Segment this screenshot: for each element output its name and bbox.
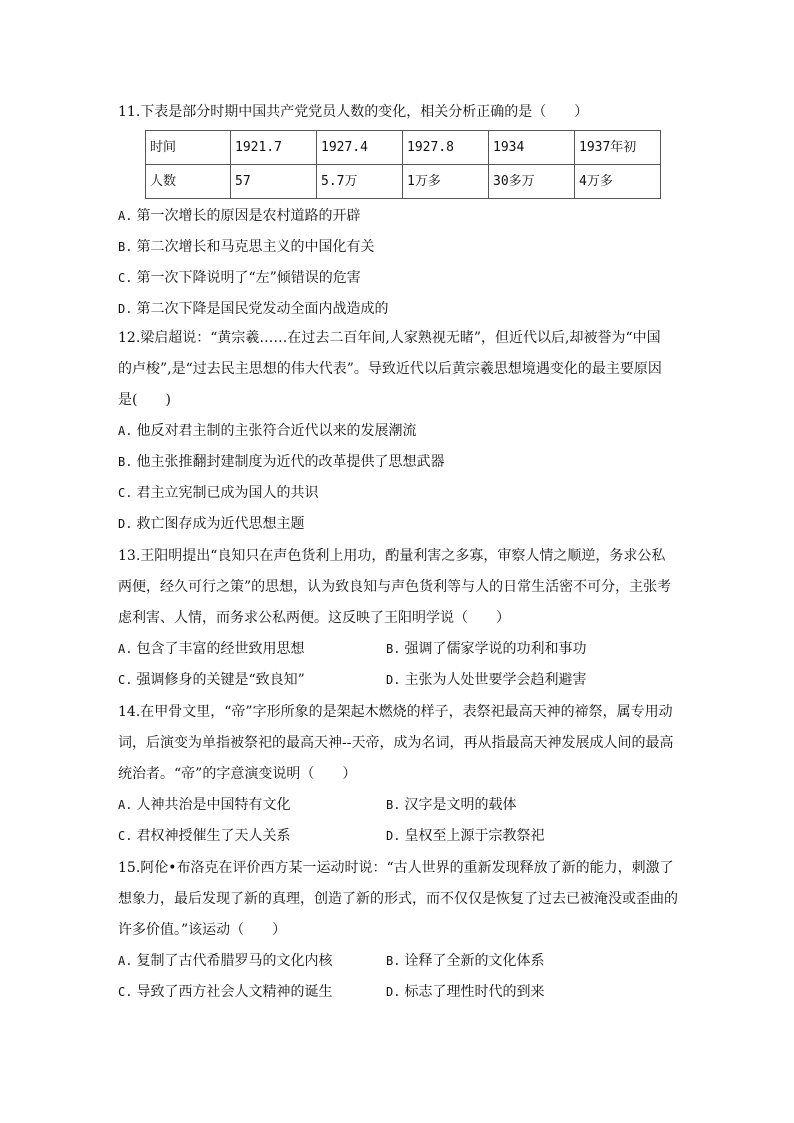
option-letter: D. <box>386 829 401 843</box>
option-letter: D. <box>386 673 401 687</box>
question-14-stem-line: 统治者。“帝”的字意演变说明（ ） <box>118 766 357 782</box>
option-text: 第一次下降说明了“左”倾错误的危害 <box>136 270 361 286</box>
option-text: 导致了西方社会人文精神的诞生 <box>136 984 333 1000</box>
question-15-stem-line: 15.阿伦•布洛克在评价西方某一运动时说：“古人世界的重新发现释放了新的能力，刺激了 <box>118 860 674 876</box>
option-letter: A. <box>118 798 133 812</box>
table-cell: 人数 <box>146 165 231 199</box>
table-cell: 5.7万 <box>317 165 403 199</box>
option-row <box>118 821 678 852</box>
option-text: 强调修身的关键是“致良知” <box>136 672 305 688</box>
question-11 <box>118 97 678 325</box>
option-b[interactable] <box>118 232 678 263</box>
option-c[interactable] <box>118 478 678 509</box>
option-text: 他反对君主制的主张符合近代以来的发展潮流 <box>136 423 417 439</box>
option-c[interactable] <box>118 821 386 852</box>
question-12-stem-line: 是( ) <box>118 392 171 408</box>
question-13 <box>118 541 678 696</box>
option-letter: B. <box>386 798 401 812</box>
option-c[interactable] <box>118 665 386 696</box>
option-a[interactable] <box>118 634 386 665</box>
option-text: 第二次下降是国民党发动全面内战造成的 <box>136 301 389 317</box>
option-b[interactable] <box>118 447 678 478</box>
question-15 <box>118 853 678 1008</box>
question-13-stem-line: 13.王阳明提出“良知只在声色货利上用功，酌量利害之多寡，审察人情之顺逆，务求公私 <box>118 548 666 564</box>
question-14 <box>118 697 678 852</box>
option-letter: B. <box>386 642 401 656</box>
option-a[interactable] <box>118 201 678 232</box>
option-letter: A. <box>118 424 133 438</box>
question-13-stem-line: 虑利害、人情，而务求公私两便。这反映了王阳明学说（ ） <box>118 610 510 626</box>
option-letter: D. <box>386 985 401 999</box>
question-14-stem-line: 14.在甲骨文里，“帝”字形所象的是架起木燃烧的样子，表祭祀最高天神的禘祭，属专用动 <box>118 704 673 720</box>
question-11-stem: 11.下表是部分时期中国共产党党员人数的变化，相关分析正确的是（ ） <box>118 104 589 120</box>
table-header-cell: 时间 <box>146 131 231 165</box>
option-b[interactable] <box>386 634 654 665</box>
option-letter: B. <box>386 954 401 968</box>
option-row <box>118 665 678 696</box>
option-c[interactable] <box>118 977 386 1008</box>
option-a[interactable] <box>118 416 678 447</box>
table-cell: 57 <box>231 165 317 199</box>
question-12-stem-line: 的卢梭”,是“过去民主思想的伟大代表”。导致近代以后黄宗羲思想境遇变化的最主要原因 <box>118 361 662 377</box>
option-text: 第二次增长和马克思主义的中国化有关 <box>136 239 375 255</box>
option-text: 救亡图存成为近代思想主题 <box>136 516 305 532</box>
option-a[interactable] <box>118 790 386 821</box>
option-text: 主张为人处世要学会趋利避害 <box>404 672 587 688</box>
question-15-stem-line: 许多价值。”该运动（ ） <box>118 922 287 938</box>
option-text: 他主张推翻封建制度为近代的改革提供了思想武器 <box>136 454 445 470</box>
option-b[interactable] <box>386 790 654 821</box>
option-letter: B. <box>118 455 133 469</box>
option-letter: C. <box>118 985 133 999</box>
question-13-stem-line: 两便，经久可行之策”的思想，认为致良知与声色货利等与人的日常生活密不可分，主张考 <box>118 579 672 595</box>
option-text: 包含了丰富的经世致用思想 <box>136 641 305 657</box>
option-text: 君主立宪制已成为国人的共识 <box>136 485 319 501</box>
option-letter: A. <box>118 209 133 223</box>
option-c[interactable] <box>118 263 678 294</box>
option-letter: C. <box>118 486 133 500</box>
option-letter: A. <box>118 954 133 968</box>
option-text: 强调了儒家学说的功利和事功 <box>404 641 587 657</box>
option-b[interactable] <box>386 946 654 977</box>
table-row <box>146 165 661 199</box>
option-row <box>118 634 678 665</box>
option-text: 皇权至上源于宗教祭祀 <box>404 828 545 844</box>
option-d[interactable] <box>118 294 678 325</box>
option-row <box>118 977 678 1008</box>
option-text: 第一次增长的原因是农村道路的开辟 <box>136 208 361 224</box>
option-d[interactable] <box>386 977 654 1008</box>
option-row <box>118 790 678 821</box>
table-header-cell: 1921.7 <box>231 131 317 165</box>
option-row <box>118 946 678 977</box>
option-text: 君权神授催生了天人关系 <box>136 828 291 844</box>
option-d[interactable] <box>386 821 654 852</box>
question-14-stem-line: 词，后演变为单指被祭祀的最高天神--天帝，成为名词，再从指最高天神发展成人间的最高 <box>118 735 674 751</box>
table-header-cell: 1934 <box>489 131 575 165</box>
question-12-stem-line: 12.梁启超说：“黄宗羲……在过去二百年间,人家熟视无睹”，但近代以后,却被誉为“中国 <box>118 330 661 346</box>
table-header-cell: 1927.4 <box>317 131 403 165</box>
option-text: 复制了古代希腊罗马的文化内核 <box>136 953 333 969</box>
option-a[interactable] <box>118 946 386 977</box>
party-membership-table <box>145 130 661 199</box>
option-letter: A. <box>118 642 133 656</box>
option-letter: C. <box>118 829 133 843</box>
option-letter: D. <box>118 302 133 316</box>
option-letter: C. <box>118 673 133 687</box>
option-text: 汉字是文明的载体 <box>404 797 517 813</box>
option-text: 标志了理性时代的到来 <box>404 984 545 1000</box>
option-letter: D. <box>118 517 133 531</box>
question-12 <box>118 323 678 540</box>
option-letter: C. <box>118 271 133 285</box>
option-text: 诠释了全新的文化体系 <box>404 953 545 969</box>
option-text: 人神共治是中国特有文化 <box>136 797 291 813</box>
table-header-cell: 1937年初 <box>575 131 661 165</box>
table-cell: 4万多 <box>575 165 661 199</box>
question-15-stem-line: 想象力，最后发现了新的真理，创造了新的形式，而不仅仅是恢复了过去已被淹没或歪曲的 <box>118 891 678 907</box>
table-cell: 1万多 <box>403 165 489 199</box>
table-header-cell: 1927.8 <box>403 131 489 165</box>
option-d[interactable] <box>118 509 678 540</box>
table-cell: 30多万 <box>489 165 575 199</box>
table-row <box>146 131 661 165</box>
option-d[interactable] <box>386 665 654 696</box>
option-letter: B. <box>118 240 133 254</box>
